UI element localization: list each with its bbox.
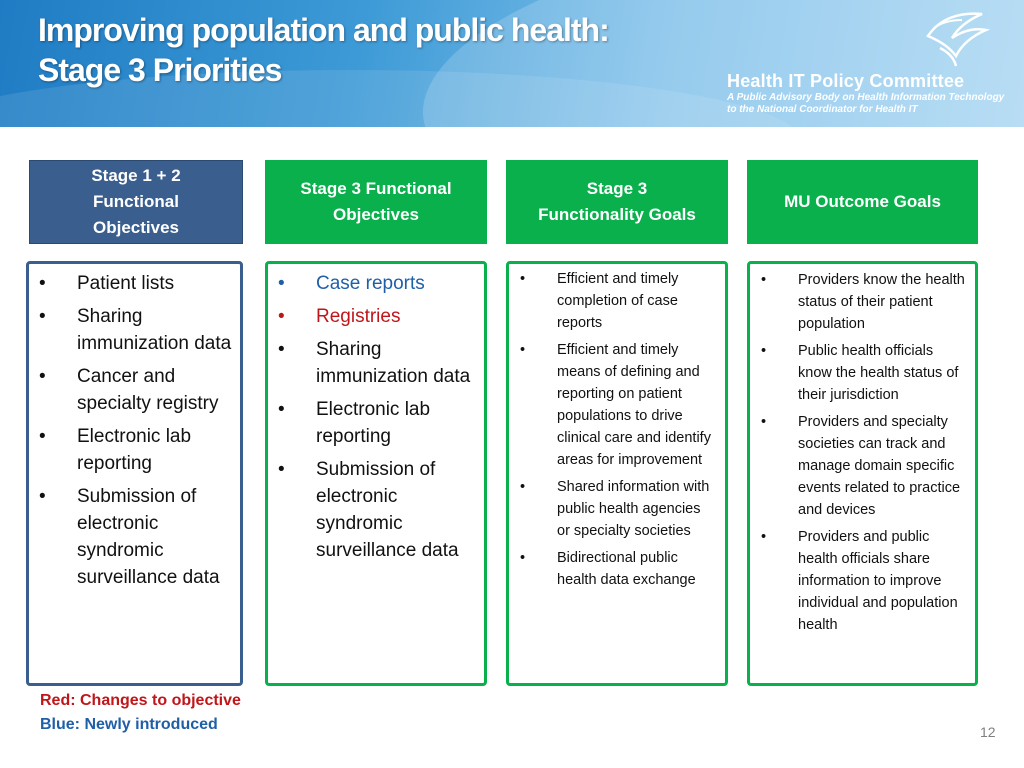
list-item: • Efficient and timely completion of case reports: [509, 268, 715, 334]
list-item: • Shared information with public health agencies or specialty societies: [509, 476, 715, 542]
list-item: • Submission of electronic syndromic surveillance data: [268, 456, 480, 564]
committee-name: Health IT Policy Committee: [727, 71, 965, 91]
list-item: • Providers know the health status of their patient population: [750, 269, 967, 335]
header-line: MU Outcome Goals: [784, 192, 941, 211]
page-title-line2: Stage 3 Priorities: [38, 52, 282, 88]
list-item: • Bidirectional public health data exchange: [509, 547, 715, 591]
bullet-list: [750, 269, 967, 636]
header-line: Functional: [93, 192, 179, 211]
list-item: • Sharing immunization data: [268, 336, 480, 390]
header-line: Stage 3 Functional: [300, 179, 452, 198]
column-box-stage-1-2: [26, 261, 243, 686]
column-box-stage-3-objectives: [265, 261, 487, 686]
list-item: • Sharing immunization data: [29, 303, 236, 357]
column-header-mu-outcome-goals: [747, 160, 978, 244]
legend-blue: Blue: Newly introduced: [40, 716, 218, 733]
header-line: Functionality Goals: [538, 205, 696, 224]
list-item: • Efficient and timely means of defining and reporting on patient populations to drive clinical care and identify areas for improvement: [509, 339, 715, 471]
page-title-line1: Improving population and public health:: [38, 12, 609, 48]
committee-subtitle-1: A Public Advisory Body on Health Information Technology: [727, 92, 1005, 103]
column-header-stage-3-objectives: [265, 160, 487, 244]
header-line: Stage 3: [586, 179, 648, 198]
bullet-list: [29, 270, 236, 591]
column-header-stage-1-2: [29, 160, 243, 244]
column-box-mu-outcome-goals: [747, 261, 978, 686]
header-line: Objectives: [332, 205, 419, 224]
header-line: Stage 1 + 2: [91, 166, 181, 185]
header-line: Objectives: [93, 218, 179, 237]
page-title: [38, 10, 609, 90]
bullet-list: [509, 268, 715, 591]
legend-red: Red: Changes to objective: [40, 692, 241, 709]
column-box-stage-3-goals: [506, 261, 728, 686]
list-item: • Providers and specialty societies can track and manage domain specific events related to practice and devices: [750, 411, 967, 521]
bullet-list: [268, 270, 480, 564]
list-item: • Patient lists: [29, 270, 236, 297]
list-item: • Providers and public health officials share information to improve individual and population health: [750, 526, 967, 636]
hhs-eagle-icon: [920, 8, 990, 70]
list-item: • Electronic lab reporting: [268, 396, 480, 450]
list-item-new: • Case reports: [268, 270, 480, 297]
list-item: • Electronic lab reporting: [29, 423, 236, 477]
list-item: • Cancer and specialty registry: [29, 363, 236, 417]
committee-logo-text: [727, 70, 1004, 116]
committee-subtitle-2: to the National Coordinator for Health IT: [727, 104, 918, 115]
column-header-stage-3-goals: [506, 160, 728, 244]
list-item-changed: • Registries: [268, 303, 480, 330]
list-item: • Public health officials know the health status of their jurisdiction: [750, 340, 967, 406]
page-number: 12: [980, 724, 996, 740]
list-item: • Submission of electronic syndromic surveillance data: [29, 483, 236, 591]
